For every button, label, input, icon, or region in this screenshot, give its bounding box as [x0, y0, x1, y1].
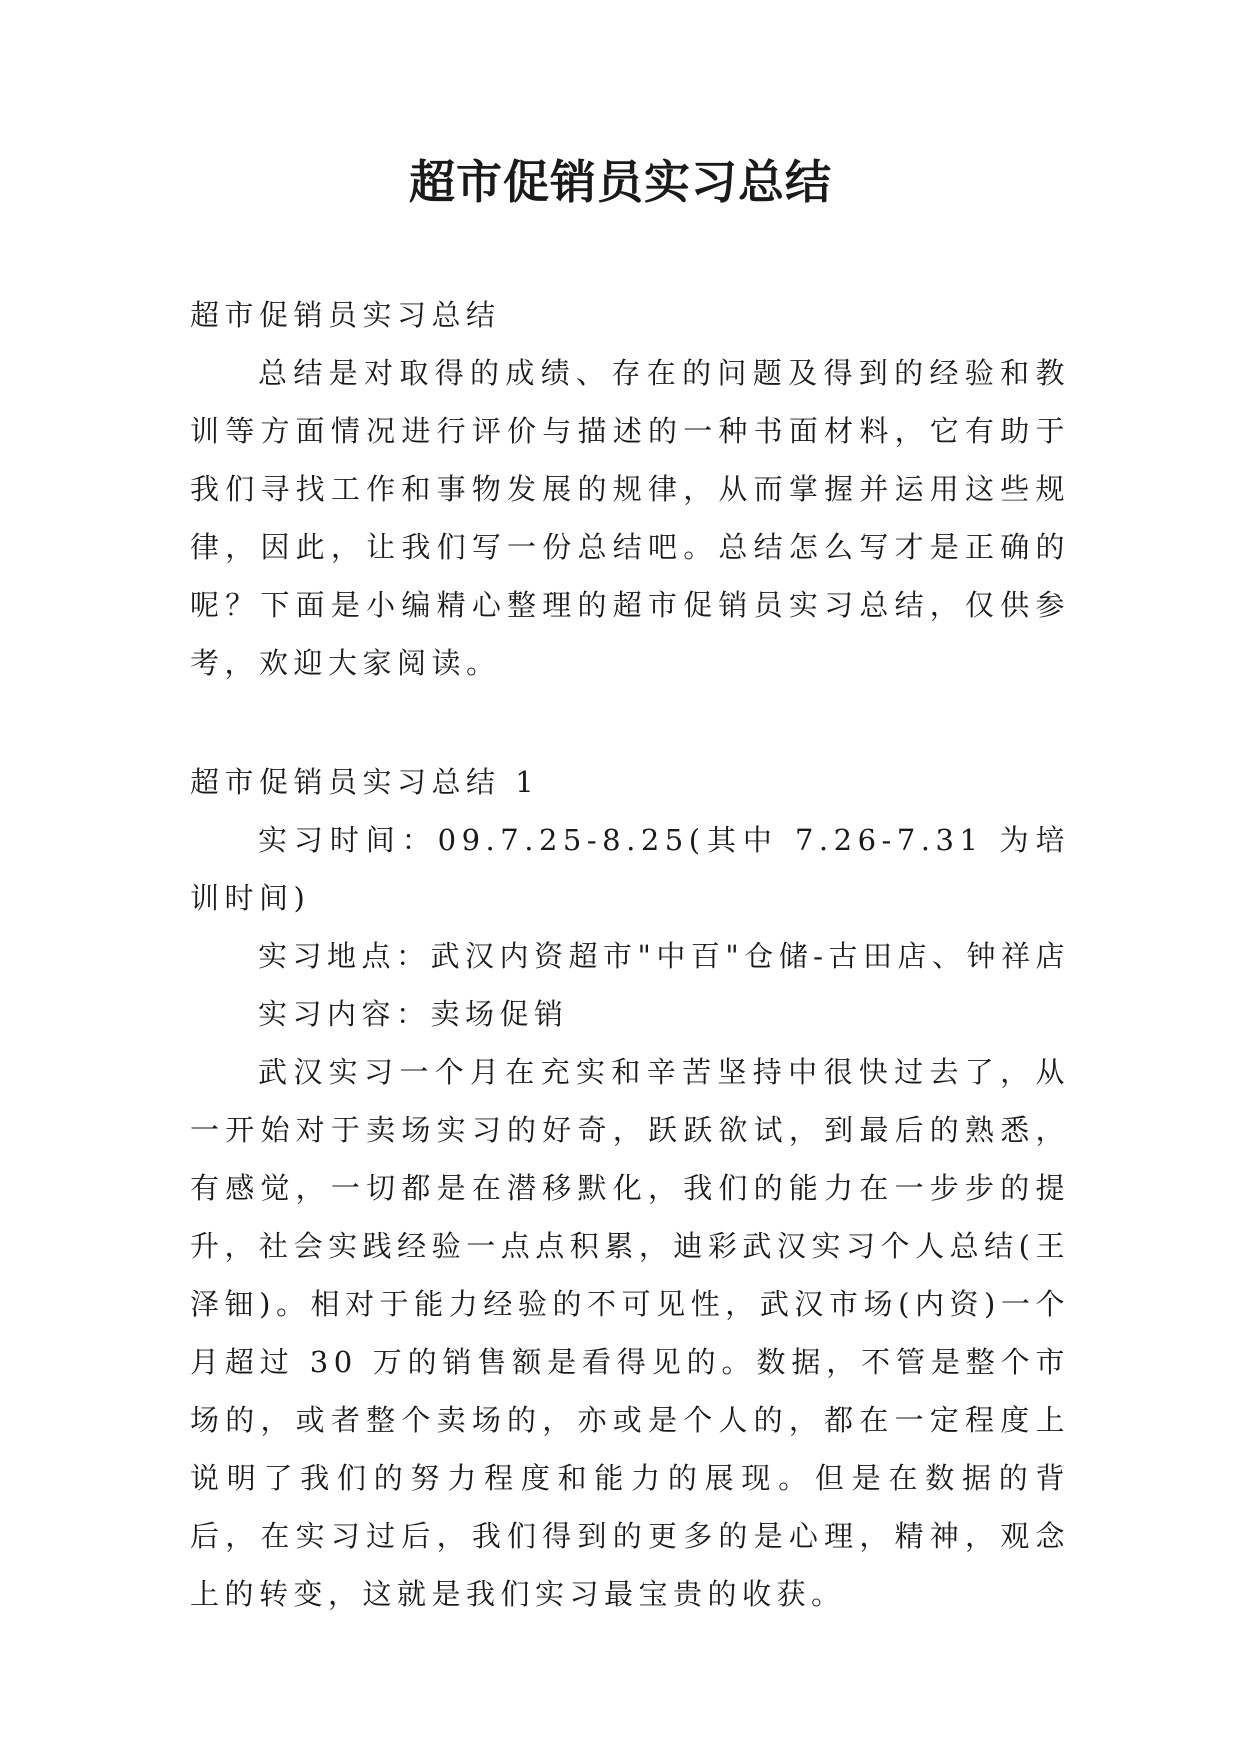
intro-heading: 超市促销员实习总结 [190, 298, 501, 332]
internship-time: 实习时间：09.7.25-8.25(其中 7.26-7.31 为培训时间) [190, 823, 1070, 915]
internship-content: 实习内容：卖场促销 [258, 997, 569, 1031]
intro-section [190, 286, 1070, 692]
section-1 [190, 753, 1070, 1623]
document-title: 超市促销员实习总结 [409, 155, 832, 209]
intro-paragraph: 总结是对取得的成绩、存在的问题及得到的经验和教训等方面情况进行评价与描述的一种书面材料，它有助于我们寻找工作和事物发展的规律，从而掌握并运用这些规律，因此，让我们写一份总结吧。总结怎么写才是正确的呢？下面是小编精心整理的超市促销员实习总结，仅供参考，欢迎大家阅读。 [190, 356, 1070, 680]
section-1-paragraph: 武汉实习一个月在充实和辛苦坚持中很快过去了，从一开始对于卖场实习的好奇，跃跃欲试，到最后的熟悉，有感觉，一切都是在潜移默化，我们的能力在一步步的提升，社会实践经验一点点积累，迪彩武汉实习个人总结(王泽钿)。相对于能力经验的不可见性，武汉市场(内资)一个月超过 30 万的销售额是看得见的。数据，不管是整个市场的，或者整个卖场的，亦或是个人的，都在一定程度上说明了我们的努力程度和能力的展现。但是在数据的背后，在实习过后，我们得到的更多的是心理，精神，观念上的转变，这就是我们实习最宝贵的收获。 [190, 1055, 1070, 1611]
internship-place: 实习地点：武汉内资超市"中百"仓储-古田店、钟祥店 [258, 939, 1070, 973]
section-1-heading: 超市促销员实习总结 1 [190, 765, 540, 799]
